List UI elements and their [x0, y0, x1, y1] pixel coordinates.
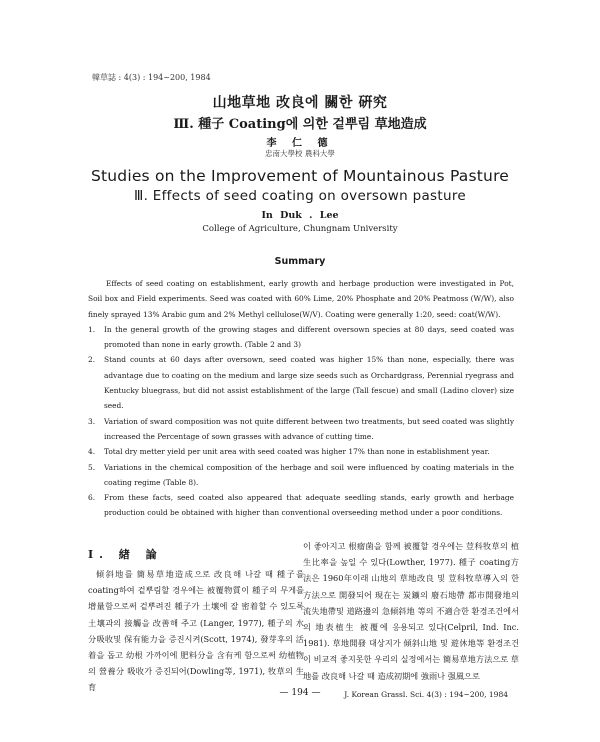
journal-reference: 韓草誌 : 4(3) : 194~200, 1984 — [92, 73, 211, 82]
body-column-right — [303, 538, 519, 684]
body-column-left — [88, 566, 304, 696]
summary-item: 2. Stand counts at 60 days after oversown, seed coated was higher 15% than none, especially, there was advantage due to coating on the medium and large size seeds such as Orchardgrass, Perennial ryegrass and Kentucky bluegrass, but did not assist establishment of the large (Tall fescue) and small (Ladino clover) size seed. — [88, 355, 514, 411]
body-paragraph: 傾斜地를 簡易草地造成으로 改良해 나갈 때 種子를 coating하여 겉뿌림할 경우에는 被覆物質이 種子의 무게를 增量함으로써 겉뿌려진 種子가 土壤에 잘 密着할 수 있도록 土壤과의 接觸을 改善해 주고 (Langer, 1977), 種子의 水分吸收및 保有能力을 증진시켜(Scott, 1974), 發芽후의 活着을 돕고 幼根 가까이에 肥料分을 含有케 함으로써 幼植物의 營養分 吸收가 증진되어(Dowling等, 1971), 牧草의 生育 — [88, 569, 304, 693]
summary-body — [88, 276, 514, 521]
summary-item: 5. Variations in the chemical composition of the herbage and soil were influenced by coating materials in the coating regime (Table 8). — [88, 462, 514, 487]
section-heading-introduction: Ⅰ. 緖 論 — [88, 548, 163, 561]
summary-item: 6. From these facts, seed coated also appeared that adequate seedling stands, early growth and herbage production could be obtained with higher than conventional overseeding method under a poor conditions. — [88, 493, 514, 518]
korean-title: 山地草地 改良에 關한 硏究 — [212, 95, 388, 111]
summary-item: 3. Variation of sward composition was not quite different between two treatments, but seed coated was slightly increased the Percentage of sown grasses with advance of cutting time. — [88, 416, 514, 441]
page-number: — 194 — — [279, 688, 321, 698]
korean-subtitle: Ⅲ. 種子 Coating에 의한 겉뿌림 草地造成 — [173, 117, 427, 132]
english-author: In Duk . Lee — [261, 210, 339, 221]
summary-item: 4. Total dry metter yield per unit area with seed coated was higher 17% than none in establishment year. — [88, 447, 490, 457]
body-paragraph: 이 좋아지고 根瘤菌을 함께 被覆할 경우에는 荳科牧草의 植生比率을 높일 수 있다(Lowther, 1977). 種子 coating方法은 1960年이래 山地의 草地改良 및 荳科牧草導入의 한 方法으로 開發되어 現在는 炭鑛의 廢石地帶 都市開發地의 流失地帶및 道路邊의 急傾斜地 等의 不適合한 환경조건에서의 地表植生 被覆에 응용되고 있다(Celpril, Ind. Inc. 1981). 草地開發 대상지가 傾斜山地 및 遊休地等 환경조건이 비교적 좋지못한 우리의 실정에서는 簡易草地方法으로 草地를 改良해 나갈 때 造成初期에 強雨나 强風으로 — [303, 541, 519, 681]
summary-list — [88, 322, 514, 521]
english-title: Studies on the Improvement of Mountainous Pasture — [90, 167, 510, 185]
korean-author: 李 仁 德 — [266, 138, 334, 149]
english-subtitle: Ⅲ. Effects of seed coating on oversown pasture — [134, 188, 466, 204]
summary-item: 1. In the general growth of the growing stages and different oversown species at 80 days, seed coated was promoted than none in early growth. (Table 2 and 3) — [88, 324, 514, 350]
summary-intro: Effects of seed coating on establishment, early growth and herbage production were investigated in Pot, Soil box and Field experiments. Seed was coated with 60% Lime, 20% Phosphate and 20% Peatmoss (W/W), also finely sprayed 13% Arabic gum and 2% Methyl cellulose(W/V). Coating were generally 1:20, seed: coat(W/W). — [88, 279, 514, 319]
korean-affiliation: 忠南大學校 農科大學 — [265, 149, 335, 158]
summary-heading: Summary — [274, 256, 326, 267]
english-affiliation: College of Agriculture, Chungnam University — [202, 224, 398, 234]
footer-journal-ref: J. Korean Grassl. Sci. 4(3) : 194~200, 1984 — [344, 690, 508, 699]
